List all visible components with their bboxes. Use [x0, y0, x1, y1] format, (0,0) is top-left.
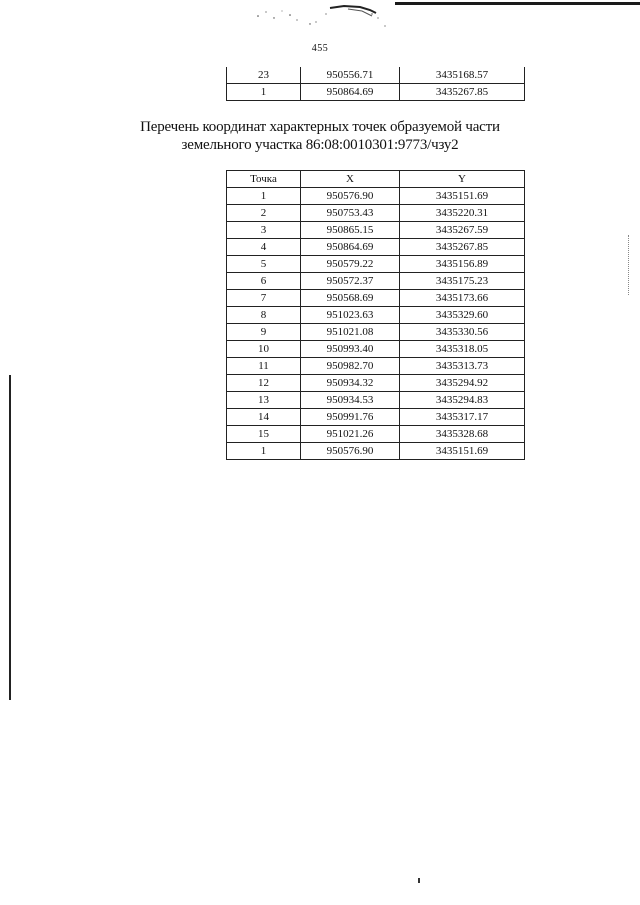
y-cell: 3435313.73 [400, 358, 525, 375]
x-cell: 950556.71 [301, 67, 400, 84]
y-cell: 3435175.23 [400, 273, 525, 290]
scan-top-edge [395, 2, 640, 5]
y-cell: 3435294.92 [400, 375, 525, 392]
scan-right-dots [628, 235, 630, 295]
y-cell: 3435151.69 [400, 188, 525, 205]
x-cell: 950572.37 [301, 273, 400, 290]
table-row [227, 256, 525, 273]
y-cell: 3435156.89 [400, 256, 525, 273]
point-cell: 1 [227, 443, 301, 460]
point-cell: 1 [227, 84, 301, 101]
x-cell: 950993.40 [301, 341, 400, 358]
x-cell: 950864.69 [301, 239, 400, 256]
header-point: Точка [227, 171, 301, 188]
table-row [227, 358, 525, 375]
point-cell: 7 [227, 290, 301, 307]
title-line-1: Перечень координат характерных точек образуемой части [140, 119, 500, 135]
table-row [227, 443, 525, 460]
table-row [227, 341, 525, 358]
y-cell: 3435173.66 [400, 290, 525, 307]
header-x: X [301, 171, 400, 188]
point-cell: 5 [227, 256, 301, 273]
table-row [227, 324, 525, 341]
coordinates-table-body [227, 188, 525, 460]
table-row [227, 375, 525, 392]
table-row [227, 239, 525, 256]
y-cell: 3435294.83 [400, 392, 525, 409]
y-cell: 3435151.69 [400, 443, 525, 460]
point-cell: 8 [227, 307, 301, 324]
x-cell: 951021.08 [301, 324, 400, 341]
y-cell: 3435329.60 [400, 307, 525, 324]
continuation-table-body [227, 67, 525, 101]
point-cell: 6 [227, 273, 301, 290]
header-y: Y [400, 171, 525, 188]
table-row [227, 307, 525, 324]
point-cell: 23 [227, 67, 301, 84]
table-row [227, 409, 525, 426]
point-cell: 12 [227, 375, 301, 392]
point-cell: 9 [227, 324, 301, 341]
point-cell: 1 [227, 188, 301, 205]
x-cell: 950934.32 [301, 375, 400, 392]
point-cell: 15 [227, 426, 301, 443]
point-cell: 2 [227, 205, 301, 222]
point-cell: 3 [227, 222, 301, 239]
table-row [227, 205, 525, 222]
point-cell: 11 [227, 358, 301, 375]
y-cell: 3435317.17 [400, 409, 525, 426]
table-header-row [227, 171, 525, 188]
x-cell: 950753.43 [301, 205, 400, 222]
x-cell: 950991.76 [301, 409, 400, 426]
continuation-row [227, 84, 525, 101]
table-row [227, 290, 525, 307]
continuation-row [227, 67, 525, 84]
title-line-2: земельного участка 86:08:0010301:9773/чзу2 [181, 137, 459, 153]
x-cell: 950576.90 [301, 443, 400, 460]
y-cell: 3435330.56 [400, 324, 525, 341]
scan-bottom-mark [418, 878, 420, 883]
y-cell: 3435267.59 [400, 222, 525, 239]
y-cell: 3435328.68 [400, 426, 525, 443]
x-cell: 950568.69 [301, 290, 400, 307]
y-cell: 3435267.85 [400, 239, 525, 256]
coordinates-table [226, 170, 525, 460]
x-cell: 950982.70 [301, 358, 400, 375]
point-cell: 10 [227, 341, 301, 358]
table-row [227, 273, 525, 290]
y-cell: 3435168.57 [400, 67, 525, 84]
table-row [227, 188, 525, 205]
x-cell: 950864.69 [301, 84, 400, 101]
x-cell: 950934.53 [301, 392, 400, 409]
table-row [227, 426, 525, 443]
x-cell: 951021.26 [301, 426, 400, 443]
point-cell: 4 [227, 239, 301, 256]
continuation-table [226, 67, 525, 101]
y-cell: 3435220.31 [400, 205, 525, 222]
x-cell: 950579.22 [301, 256, 400, 273]
x-cell: 951023.63 [301, 307, 400, 324]
y-cell: 3435318.05 [400, 341, 525, 358]
document-title [0, 118, 640, 154]
page-number: 455 [311, 43, 329, 54]
y-cell: 3435267.85 [400, 84, 525, 101]
table-row [227, 222, 525, 239]
point-cell: 14 [227, 409, 301, 426]
x-cell: 950865.15 [301, 222, 400, 239]
scan-smudge [252, 2, 402, 30]
point-cell: 13 [227, 392, 301, 409]
scan-left-edge [9, 375, 11, 700]
table-row [227, 392, 525, 409]
x-cell: 950576.90 [301, 188, 400, 205]
